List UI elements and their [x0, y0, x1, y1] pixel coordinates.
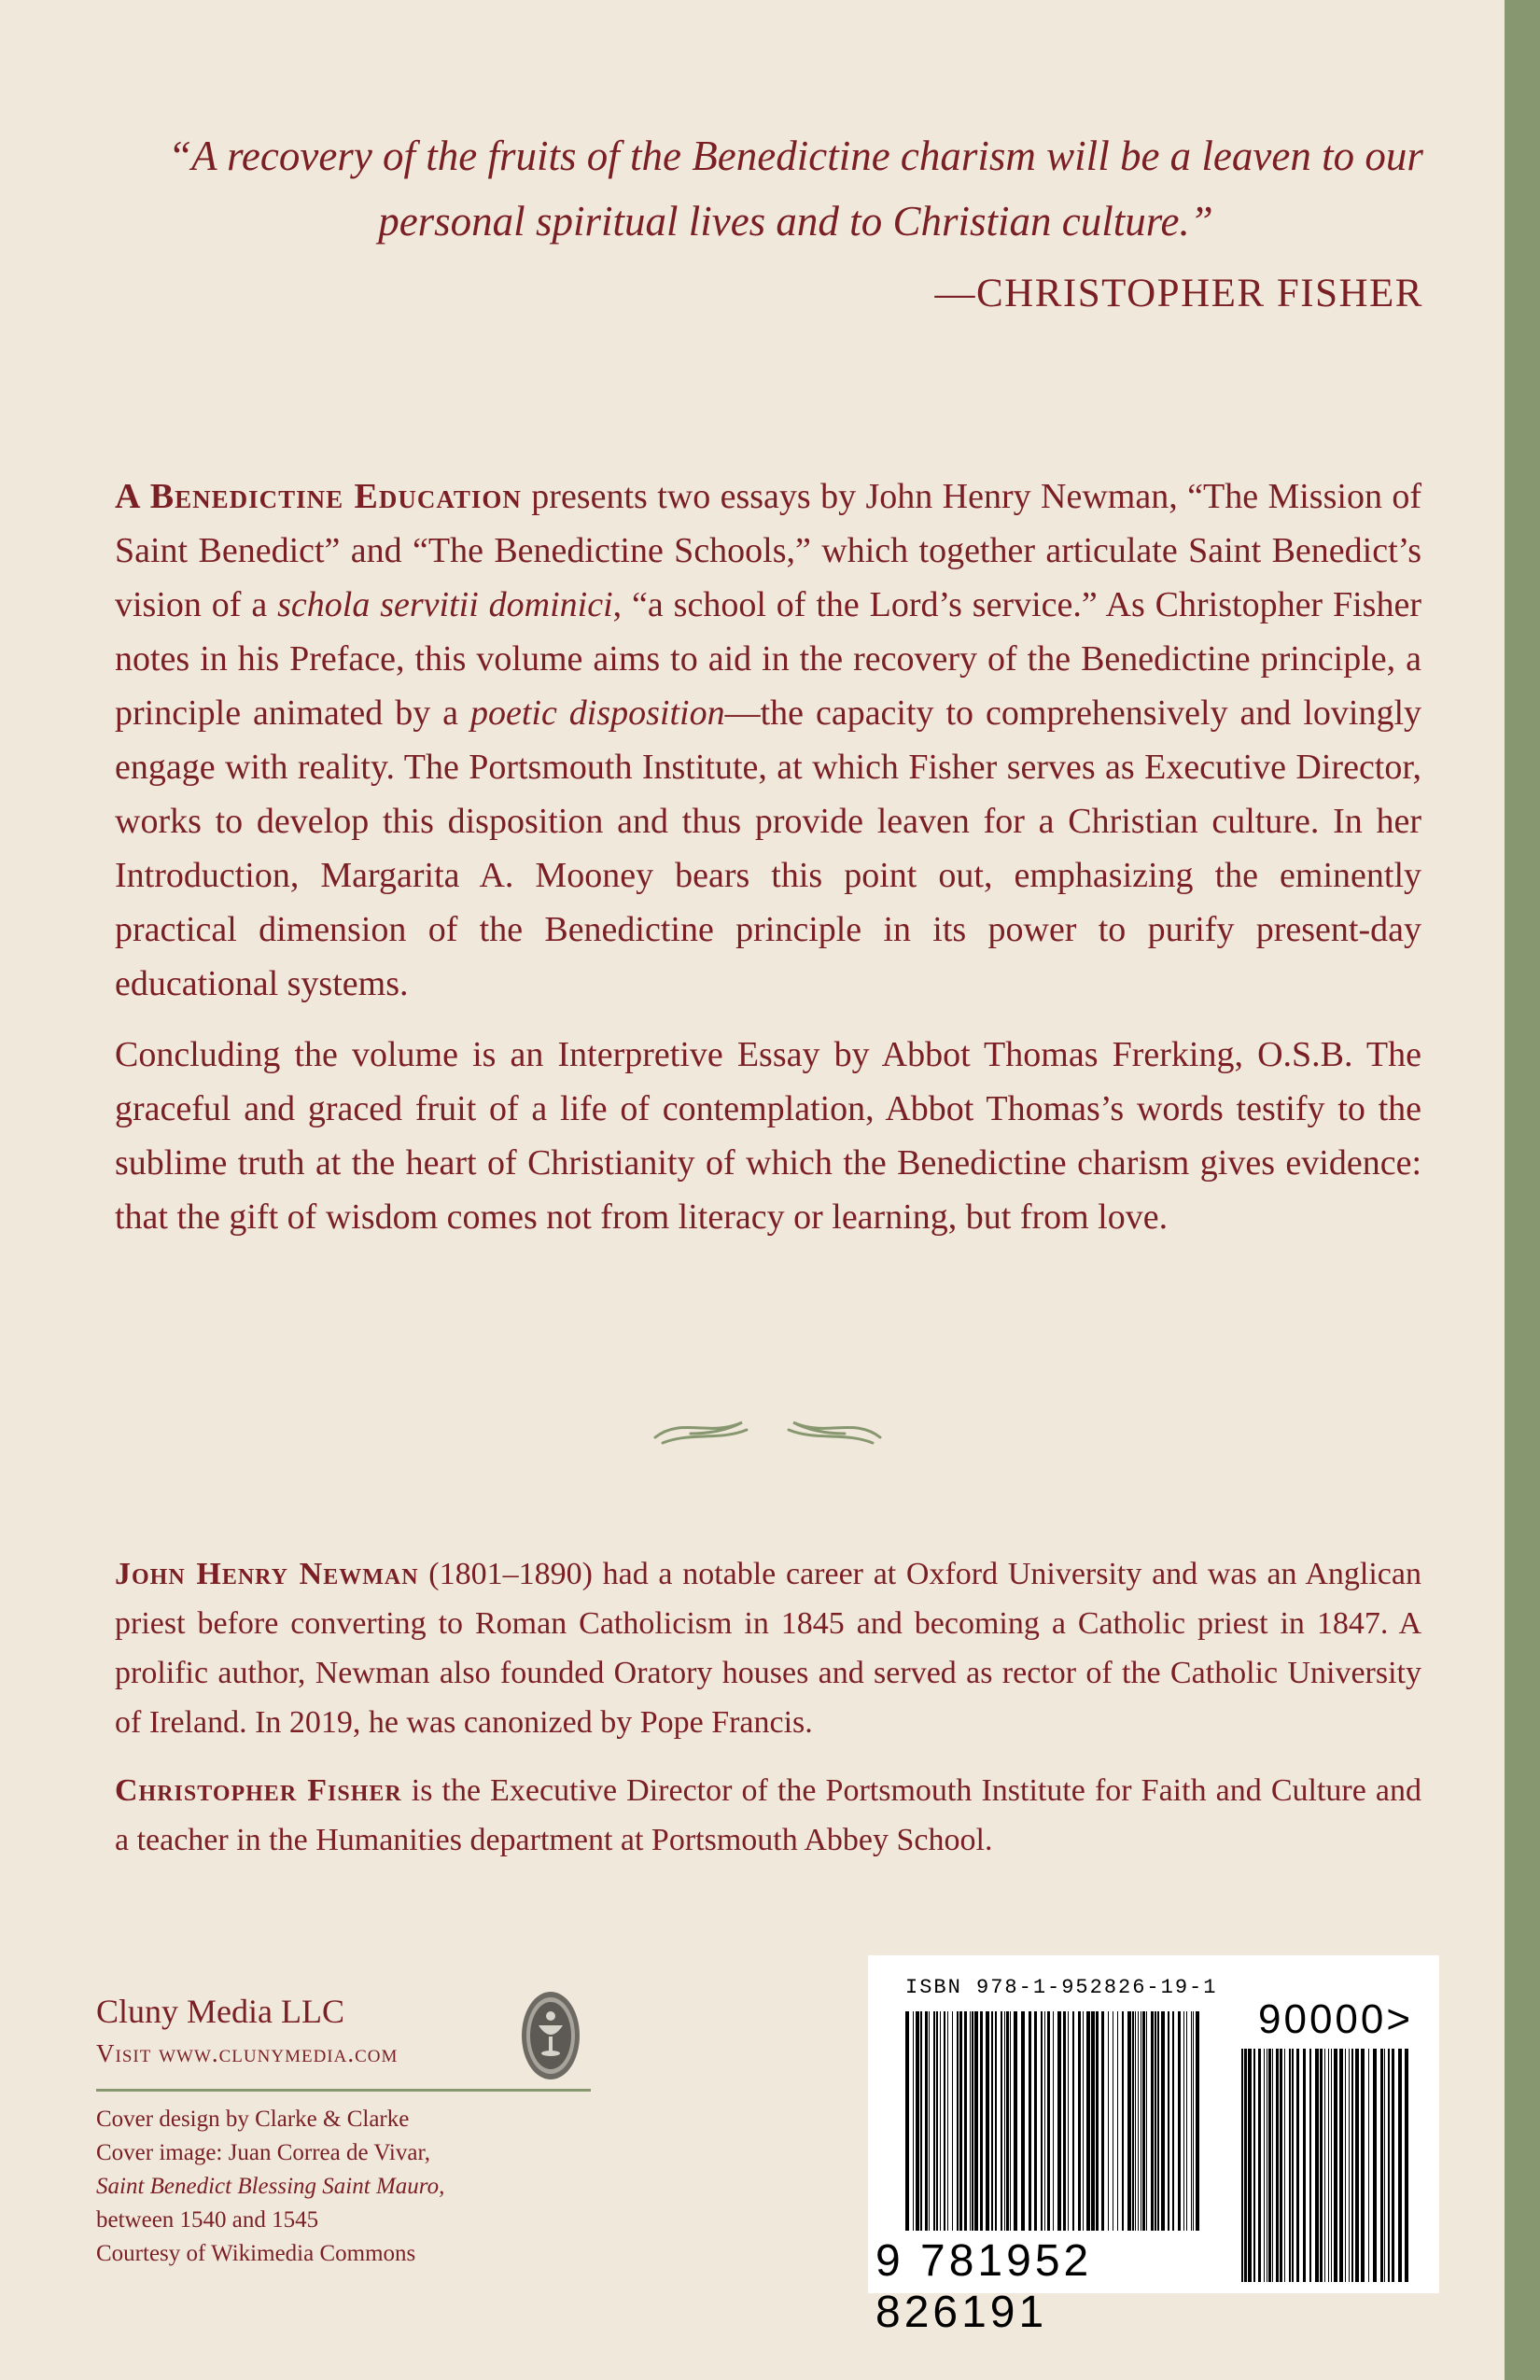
barcode-bar	[1244, 2049, 1247, 2282]
author-bios	[115, 1549, 1421, 1883]
barcode-bar	[1392, 2049, 1394, 2282]
cover-credits	[96, 2103, 581, 2271]
credit-design: Cover design by Clarke & Clarke	[96, 2107, 410, 2132]
barcode-bar	[1183, 2011, 1184, 2231]
barcode-bar	[1083, 2011, 1084, 2231]
bio-newman: John Henry Newman (1801–1890) had a notable career at Oxford University and was an Anglican priest before converting to Roman Catholicism in 1845 and becoming a Catholic priest in 1847. A prolific author, Newman also founded Oratory houses and served as rector of the Catholic University of Ireland. In 2019, he was canonized by Pope Francis.	[115, 1557, 1421, 1740]
flourish-ornament-icon	[653, 1409, 882, 1447]
barcode-bar	[995, 2011, 997, 2231]
barcode-bar	[1117, 2011, 1118, 2231]
barcode-bar	[1041, 2011, 1043, 2231]
publisher-block	[96, 1988, 591, 2072]
barcode-bar	[1057, 2011, 1061, 2231]
barcode-bar	[1086, 2011, 1090, 2231]
barcode-bar	[913, 2011, 914, 2231]
barcode-bar	[1328, 2049, 1329, 2282]
barcode-bar	[936, 2011, 938, 2231]
barcode-bar	[974, 2011, 978, 2231]
publisher-name: Cluny Media LLC	[96, 1993, 344, 2030]
barcode-bar	[1178, 2011, 1181, 2231]
ean-digits: 9 781952 826191	[875, 2236, 1093, 2337]
barcode-bar	[1331, 2049, 1332, 2282]
barcode-bar	[1155, 2011, 1156, 2231]
barcode-bar	[980, 2011, 983, 2231]
barcode-bar	[947, 2011, 948, 2231]
credit-courtesy: Courtesy of Wikimedia Commons	[96, 2241, 416, 2266]
barcode-bar	[972, 2011, 973, 2231]
barcode-bar	[1388, 2049, 1390, 2282]
barcode-bar	[1151, 2011, 1154, 2231]
barcode-bar	[925, 2011, 928, 2231]
barcode-bar	[1138, 2011, 1139, 2231]
barcode-bar	[1320, 2049, 1323, 2282]
bio-name-newman: John Henry Newman	[115, 1557, 419, 1591]
barcode-bar	[1006, 2011, 1009, 2231]
barcode-bar	[1172, 2011, 1174, 2231]
barcode-bar	[1168, 2011, 1169, 2231]
publisher-website: Visit www.clunymedia.com	[96, 2039, 399, 2067]
barcode-bar	[1135, 2011, 1136, 2231]
barcode-bar	[952, 2011, 953, 2231]
barcode-bar	[1004, 2011, 1005, 2231]
addon-barcode-bars	[1241, 2049, 1414, 2282]
barcode-bar	[1345, 2049, 1346, 2282]
barcode-bar	[1284, 2049, 1285, 2282]
description-paragraph-1: A Benedictine Education presents two essays by John Henry Newman, “The Mission of Saint Benedict” and “The Benedictine Schools,” which together articulate Saint Benedict’s vision of a schola servitii dominici, “a school of the Lord’s service.” As Christopher Fisher notes in his Preface, this volume aims to aid in the recovery of the Benedictine principle, a principle animated by a poetic disposition—the capacity to comprehensively and lovingly engage with reality. The Portsmouth Institute, at which Fisher serves as Executive Director, works to develop this disposition and thus provide leaven for a Christian culture. In her Introduction, Margarita A. Mooney bears this point out, emphasizing the eminently practical dimension of the Benedictine principle in its power to purify present-day educational systems.	[115, 477, 1422, 1003]
price-code: 90000>	[1258, 1996, 1414, 2042]
barcode-bar	[1010, 2011, 1011, 2231]
description-paragraph-2: Concluding the volume is an Interpretive Essay by Abbot Thomas Frerking, O.S.B. The graceful and graced fruit of a life of contemplation, Abbot Thomas’s words testify to the sublime truth at the heart of Christianity of which the Benedictine charism gives evidence: that the gift of wisdom comes not from literacy or learning, but from love.	[115, 1035, 1421, 1237]
barcode-bar	[1315, 2049, 1319, 2282]
barcode-bar	[933, 2011, 935, 2231]
publisher-divider	[96, 2089, 591, 2092]
barcode-bar	[916, 2011, 919, 2231]
barcode-bar	[1127, 2011, 1131, 2231]
barcode-bar	[1351, 2049, 1353, 2282]
barcode-bar	[1339, 2049, 1343, 2282]
book-title: A Benedictine Education	[115, 477, 522, 516]
barcode-bar	[1053, 2011, 1054, 2231]
barcode-bar	[1191, 2011, 1192, 2231]
barcode-bar	[1196, 2011, 1199, 2231]
spine-color-band	[1505, 0, 1540, 2380]
barcode-bar	[1248, 2049, 1252, 2282]
barcode-bar	[1264, 2049, 1265, 2282]
barcode-bar	[1132, 2011, 1134, 2231]
epigraph-quote	[168, 123, 1423, 316]
barcode-bar	[1292, 2049, 1294, 2282]
barcode-bar	[1122, 2011, 1124, 2231]
barcode-bar	[986, 2011, 989, 2231]
barcode-bar	[1253, 2049, 1255, 2282]
barcode-bar	[1186, 2011, 1187, 2231]
barcode-bar	[1303, 2049, 1306, 2282]
barcode-bar	[1101, 2011, 1104, 2231]
barcode-bar	[1157, 2011, 1159, 2231]
credit-date: between 1540 and 1545	[96, 2207, 319, 2233]
barcode-bar	[1309, 2049, 1311, 2282]
barcode-bar	[1161, 2011, 1165, 2231]
barcode-bar	[1142, 2011, 1145, 2231]
credit-image: Cover image: Juan Correa de Vivar,	[96, 2140, 431, 2165]
ean-barcode-bars	[905, 2011, 1204, 2245]
quote-attribution: —CHRISTOPHER FISHER	[934, 272, 1423, 315]
barcode-bar	[1068, 2011, 1069, 2231]
barcode-bar	[970, 2011, 971, 2231]
barcode-bar	[1289, 2049, 1291, 2282]
barcode-bar	[1108, 2011, 1109, 2231]
barcode-bar	[920, 2011, 922, 2231]
publisher-seal-icon	[518, 1988, 583, 2083]
barcode-bar	[1072, 2011, 1074, 2231]
barcode-bar	[1063, 2011, 1066, 2231]
barcode-bar	[1268, 2049, 1271, 2282]
barcode-bar	[1091, 2011, 1095, 2231]
barcode-bar	[1384, 2049, 1385, 2282]
barcode-bar	[1296, 2049, 1299, 2282]
barcode-bar	[940, 2011, 941, 2231]
barcode-bar	[944, 2011, 945, 2231]
barcode-bar	[1398, 2049, 1402, 2282]
quote-text: “A recovery of the fruits of the Benedictine charism will be a leaven to our personal spiritual lives and to Christian culture.”	[168, 133, 1423, 245]
barcode-bar	[1272, 2049, 1273, 2282]
barcode-bar	[1373, 2049, 1377, 2282]
barcode-bar	[1193, 2011, 1194, 2231]
barcode-bar	[1047, 2011, 1050, 2231]
isbn-text: ISBN 978-1-952826-19-1	[905, 1976, 1218, 1999]
barcode-bar	[1078, 2011, 1081, 2231]
barcode-bar	[1014, 2011, 1017, 2231]
barcode-bar	[1029, 2011, 1031, 2231]
bio-fisher: Christopher Fisher is the Executive Director of the Portsmouth Institute for Faith and Culture and a teacher in the Humanities department at Portsmouth Abbey School.	[115, 1773, 1421, 1857]
barcode-bar	[1355, 2049, 1359, 2282]
barcode-bar	[959, 2011, 962, 2231]
barcode-bar	[1334, 2049, 1337, 2282]
barcode-bar	[1349, 2049, 1350, 2282]
barcode-bar	[1361, 2049, 1365, 2282]
barcode-bar	[1021, 2011, 1025, 2231]
barcode-bar	[1380, 2049, 1383, 2282]
barcode-bar	[964, 2011, 967, 2231]
isbn-barcode	[868, 1955, 1439, 2337]
credit-artwork-title: Saint Benedict Blessing Saint Mauro,	[96, 2174, 445, 2199]
barcode-bar	[1241, 2049, 1243, 2282]
barcode-bar	[1280, 2049, 1282, 2282]
barcode-bar	[991, 2011, 993, 2231]
book-description	[115, 469, 1421, 1261]
barcode-bar	[1034, 2011, 1037, 2231]
barcode-bar	[1001, 2011, 1002, 2231]
barcode-bar	[957, 2011, 959, 2231]
barcode-bar	[1146, 2011, 1147, 2231]
bio-name-fisher: Christopher Fisher	[115, 1773, 402, 1808]
barcode-bar	[1405, 2049, 1408, 2282]
barcode-bar	[929, 2011, 930, 2231]
barcode-bar	[905, 2011, 909, 2231]
barcode-bar	[1258, 2049, 1261, 2282]
barcode-bar	[1368, 2049, 1369, 2282]
barcode-bar	[1044, 2011, 1045, 2231]
barcode-bar	[1276, 2049, 1279, 2282]
barcode-bar	[1096, 2011, 1099, 2231]
barcode-bar	[1324, 2049, 1325, 2282]
